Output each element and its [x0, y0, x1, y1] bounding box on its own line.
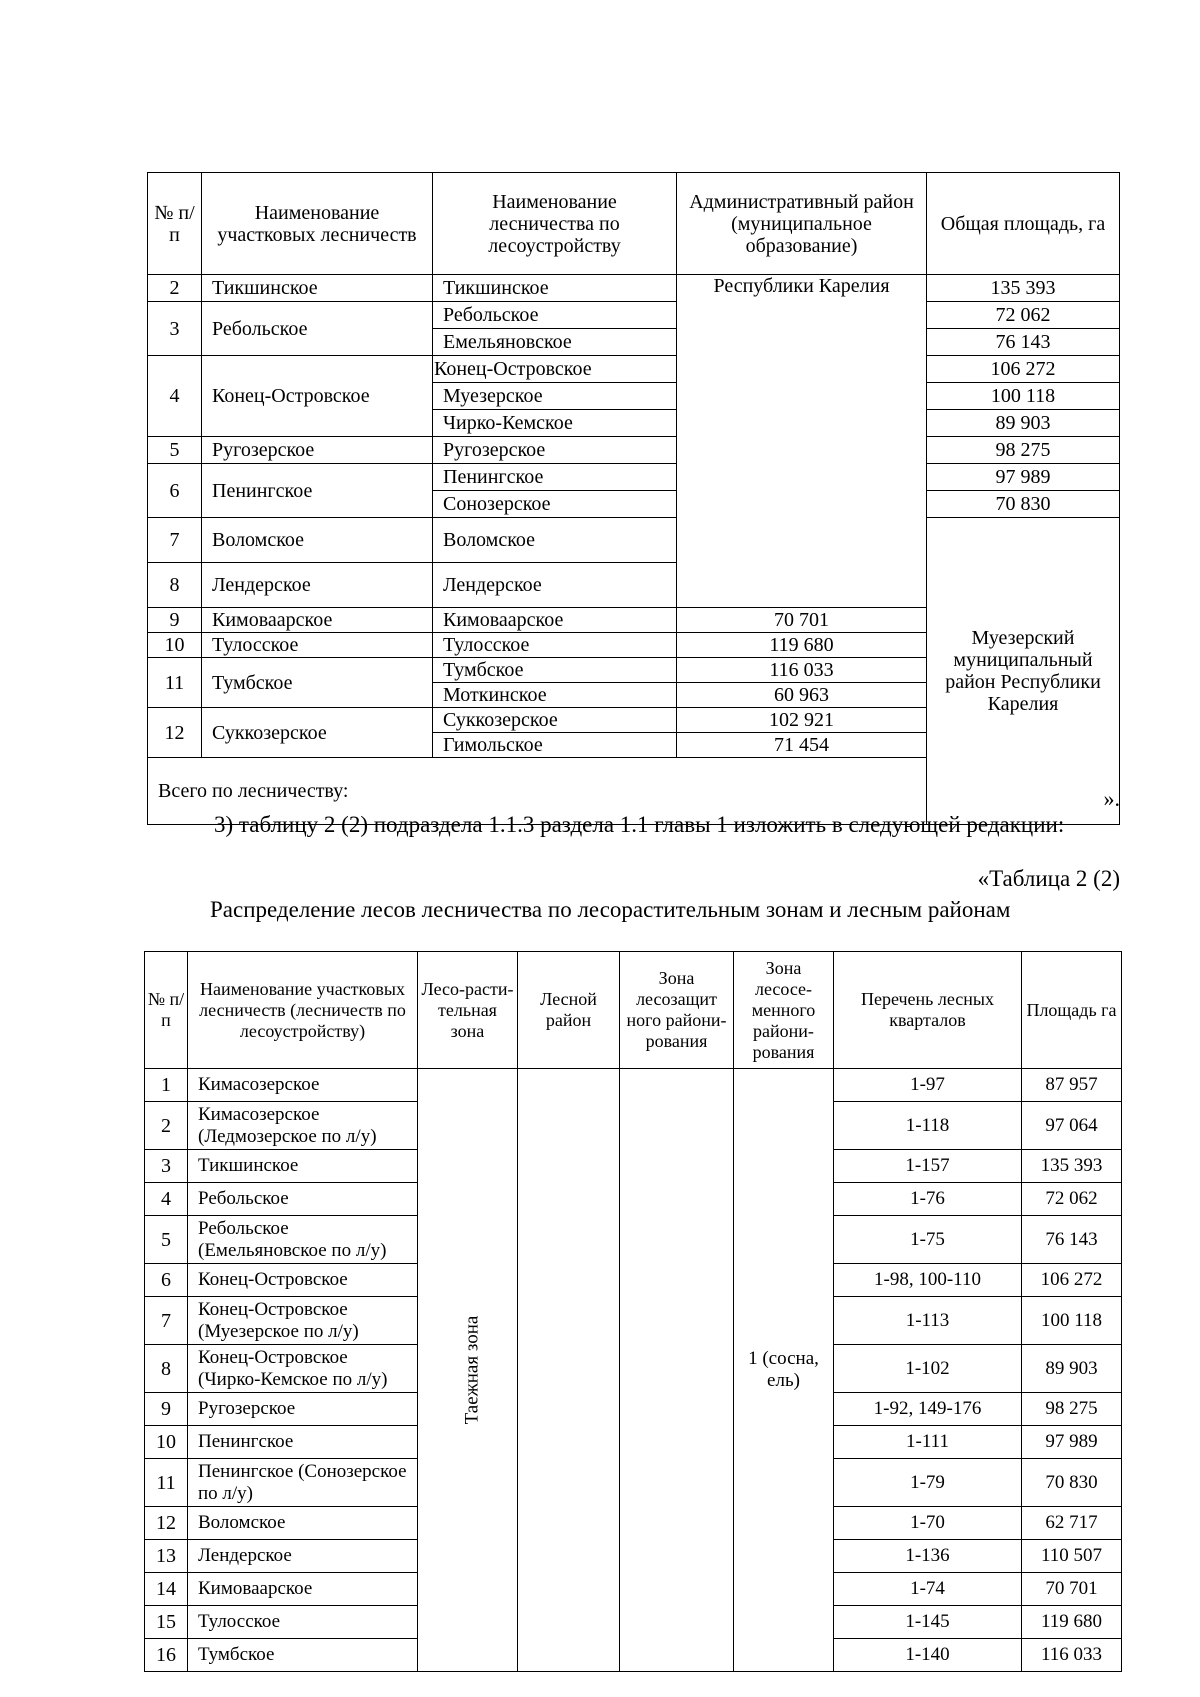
- row-num: 6: [145, 1264, 188, 1297]
- table-header-row: [148, 173, 1120, 275]
- closing-quote: ».: [1103, 786, 1120, 811]
- area-value: 100 118: [927, 383, 1120, 410]
- header-seed-zone: Зона лесосе-менного райони-рования: [734, 952, 834, 1069]
- area-value: 70 830: [927, 491, 1120, 518]
- area-value: 89 903: [1022, 1345, 1122, 1393]
- header-forestry: Наименование лесничества по лесоустройству: [433, 173, 677, 275]
- area-value: 71 454: [677, 733, 927, 758]
- forestry-name: Моткинское: [433, 683, 677, 708]
- header-unit: Наименование участковых лесничеств (лесничеств по лесоустройству): [188, 952, 418, 1069]
- row-num: 1: [145, 1069, 188, 1102]
- area-value: 135 393: [1022, 1150, 1122, 1183]
- table-title: Распределение лесов лесничества по лесорастительным зонам и лесным районам: [210, 897, 1011, 922]
- header-district: Лесной район: [518, 952, 620, 1069]
- quarters-value: 1-76: [834, 1183, 1022, 1216]
- forestry-name: Тулосское: [433, 633, 677, 658]
- unit-name: Конец-Островское: [188, 1264, 418, 1297]
- unit-name: Тумбское: [202, 658, 433, 708]
- row-num: 9: [145, 1393, 188, 1426]
- header-num: № п/п: [148, 173, 202, 275]
- quarters-value: 1-102: [834, 1345, 1022, 1393]
- forestry-name: Тумбское: [433, 658, 677, 683]
- area-value: 100 118: [1022, 1297, 1122, 1345]
- quarters-value: 1-79: [834, 1459, 1022, 1507]
- header-protect-zone: Зона лесозащит ного райони-рования: [620, 952, 734, 1069]
- table-row: [148, 275, 1120, 302]
- area-value: 70 830: [1022, 1459, 1122, 1507]
- unit-name: Тикшинское: [202, 275, 433, 302]
- table-row: [148, 437, 1120, 464]
- row-num: 12: [148, 708, 202, 758]
- unit-name: Кимасозерское: [188, 1069, 418, 1102]
- area-value: 97 989: [1022, 1426, 1122, 1459]
- area-value: 76 143: [1022, 1216, 1122, 1264]
- area-value: 97 064: [1022, 1102, 1122, 1150]
- row-num: 2: [148, 275, 202, 302]
- unit-name: Ребольское: [202, 302, 433, 356]
- area-value: 76 143: [927, 329, 1120, 356]
- forestry-name: Воломское: [433, 518, 677, 563]
- forestry-name: Конец-Островское: [433, 356, 677, 383]
- unit-name: Кимоваарское: [188, 1573, 418, 1606]
- unit-name: Лендерское: [188, 1540, 418, 1573]
- forestry-name: Тикшинское: [433, 275, 677, 302]
- area-value: 119 680: [1022, 1606, 1122, 1639]
- header-unit: Наименование участковых лесничеств: [202, 173, 433, 275]
- seed-zone-value: 1 (сосна, ель): [734, 1069, 834, 1672]
- quarters-value: 1-75: [834, 1216, 1022, 1264]
- veg-zone-value: Таежная зона: [461, 1315, 483, 1425]
- row-num: 6: [148, 464, 202, 518]
- table-row: [145, 1069, 1122, 1102]
- unit-name: Воломское: [202, 518, 433, 563]
- header-quarters: Перечень лесных кварталов: [834, 952, 1022, 1069]
- total-label: Всего по лесничеству:: [148, 758, 927, 825]
- row-num: 14: [145, 1573, 188, 1606]
- quarters-value: 1-140: [834, 1639, 1022, 1672]
- area-value: 106 272: [927, 356, 1120, 383]
- unit-name: Тулосское: [188, 1606, 418, 1639]
- row-num: 4: [148, 356, 202, 437]
- forestry-name: Муезерское: [433, 383, 677, 410]
- area-value: 116 033: [677, 658, 927, 683]
- quarters-value: 1-98, 100-110: [834, 1264, 1022, 1297]
- row-num: 13: [145, 1540, 188, 1573]
- row-num: 12: [145, 1507, 188, 1540]
- protect-zone-cell: [620, 1069, 734, 1672]
- quarters-value: 1-113: [834, 1297, 1022, 1345]
- region-karelia: Республики Карелия: [677, 275, 927, 608]
- row-num: 7: [145, 1297, 188, 1345]
- area-value: 98 275: [927, 437, 1120, 464]
- table-label: «Таблица 2 (2): [977, 866, 1120, 891]
- unit-name: Кимоваарское: [202, 608, 433, 633]
- area-value: 98 275: [1022, 1393, 1122, 1426]
- row-num: 11: [145, 1459, 188, 1507]
- unit-name: Воломское: [188, 1507, 418, 1540]
- row-num: 11: [148, 658, 202, 708]
- header-admin: Административный район (муниципальное образование): [677, 173, 927, 275]
- quarters-value: 1-74: [834, 1573, 1022, 1606]
- quarters-value: 1-97: [834, 1069, 1022, 1102]
- area-value: 72 062: [1022, 1183, 1122, 1216]
- unit-name: Конец-Островское (Чирко-Кемское по л/у): [188, 1345, 418, 1393]
- unit-name: Тулосское: [202, 633, 433, 658]
- row-num: 5: [148, 437, 202, 464]
- row-num: 7: [148, 518, 202, 563]
- unit-name: Ребольское (Емельяновское по л/у): [188, 1216, 418, 1264]
- area-value: 102 921: [677, 708, 927, 733]
- quarters-value: 1-70: [834, 1507, 1022, 1540]
- forestry-name: Пенингское: [433, 464, 677, 491]
- area-value: 62 717: [1022, 1507, 1122, 1540]
- row-num: 16: [145, 1639, 188, 1672]
- forestry-name: Емельяновское: [433, 329, 677, 356]
- unit-name: Тумбское: [188, 1639, 418, 1672]
- quarters-value: 1-145: [834, 1606, 1022, 1639]
- table-row: [148, 518, 1120, 563]
- unit-name: Пенингское: [188, 1426, 418, 1459]
- area-value: 135 393: [927, 275, 1120, 302]
- row-num: 3: [148, 302, 202, 356]
- unit-name: Тикшинское: [188, 1150, 418, 1183]
- amendment-paragraph: 3) таблицу 2 (2) подраздела 1.1.3 раздела 1.1 главы 1 изложить в следующей редакции:: [214, 812, 1065, 837]
- table-row: [148, 302, 1120, 329]
- area-value: 97 989: [927, 464, 1120, 491]
- row-num: 2: [145, 1102, 188, 1150]
- forestry-name: Лендерское: [433, 563, 677, 608]
- row-num: 8: [145, 1345, 188, 1393]
- header-veg-zone: Лесо-расти-тельная зона: [418, 952, 518, 1069]
- table-header-row: [145, 952, 1122, 1069]
- row-num: 9: [148, 608, 202, 633]
- unit-name: Ругозерское: [188, 1393, 418, 1426]
- unit-name: Конец-Островское: [202, 356, 433, 437]
- row-num: 5: [145, 1216, 188, 1264]
- area-value: 72 062: [927, 302, 1120, 329]
- area-value: 70 701: [677, 608, 927, 633]
- zoning-table: [144, 951, 1122, 1672]
- unit-name: Конец-Островское (Муезерское по л/у): [188, 1297, 418, 1345]
- forestry-name: Гимольское: [433, 733, 677, 758]
- row-num: 3: [145, 1150, 188, 1183]
- quarters-value: 1-92, 149-176: [834, 1393, 1022, 1426]
- area-value: 119 680: [677, 633, 927, 658]
- area-value: 87 957: [1022, 1069, 1122, 1102]
- forestry-name: Ребольское: [433, 302, 677, 329]
- area-value: 110 507: [1022, 1540, 1122, 1573]
- forestry-name: Чирко-Кемское: [433, 410, 677, 437]
- area-value: 89 903: [927, 410, 1120, 437]
- quarters-value: 1-136: [834, 1540, 1022, 1573]
- forestry-name: Суккозерское: [433, 708, 677, 733]
- unit-name: Пенингское: [202, 464, 433, 518]
- veg-zone-cell: [418, 1069, 518, 1672]
- area-value: 70 701: [1022, 1573, 1122, 1606]
- row-num: 4: [145, 1183, 188, 1216]
- unit-name: Суккозерское: [202, 708, 433, 758]
- unit-name: Лендерское: [202, 563, 433, 608]
- header-area: Общая площадь, га: [927, 173, 1120, 275]
- unit-name: Ругозерское: [202, 437, 433, 464]
- table-row: [148, 356, 1120, 383]
- forestry-name: Ругозерское: [433, 437, 677, 464]
- region-muezersky: Муезерский муниципальный район Республики Карелия: [927, 518, 1120, 825]
- unit-name: Кимасозерское (Ледмозерское по л/у): [188, 1102, 418, 1150]
- quarters-value: 1-157: [834, 1150, 1022, 1183]
- quarters-value: 1-118: [834, 1102, 1022, 1150]
- district-cell: [518, 1069, 620, 1672]
- unit-name: Ребольское: [188, 1183, 418, 1216]
- row-num: 15: [145, 1606, 188, 1639]
- table-row: [148, 464, 1120, 491]
- row-num: 10: [145, 1426, 188, 1459]
- forestry-name: Сонозерское: [433, 491, 677, 518]
- forestry-name: Кимоваарское: [433, 608, 677, 633]
- row-num: 10: [148, 633, 202, 658]
- header-area: Площадь га: [1022, 952, 1122, 1069]
- row-num: 8: [148, 563, 202, 608]
- unit-name: Пенингское (Сонозерское по л/у): [188, 1459, 418, 1507]
- area-value: 60 963: [677, 683, 927, 708]
- forestry-area-table: [147, 172, 1120, 825]
- header-num: № п/п: [145, 952, 188, 1069]
- area-value: 116 033: [1022, 1639, 1122, 1672]
- quarters-value: 1-111: [834, 1426, 1022, 1459]
- area-value: 106 272: [1022, 1264, 1122, 1297]
